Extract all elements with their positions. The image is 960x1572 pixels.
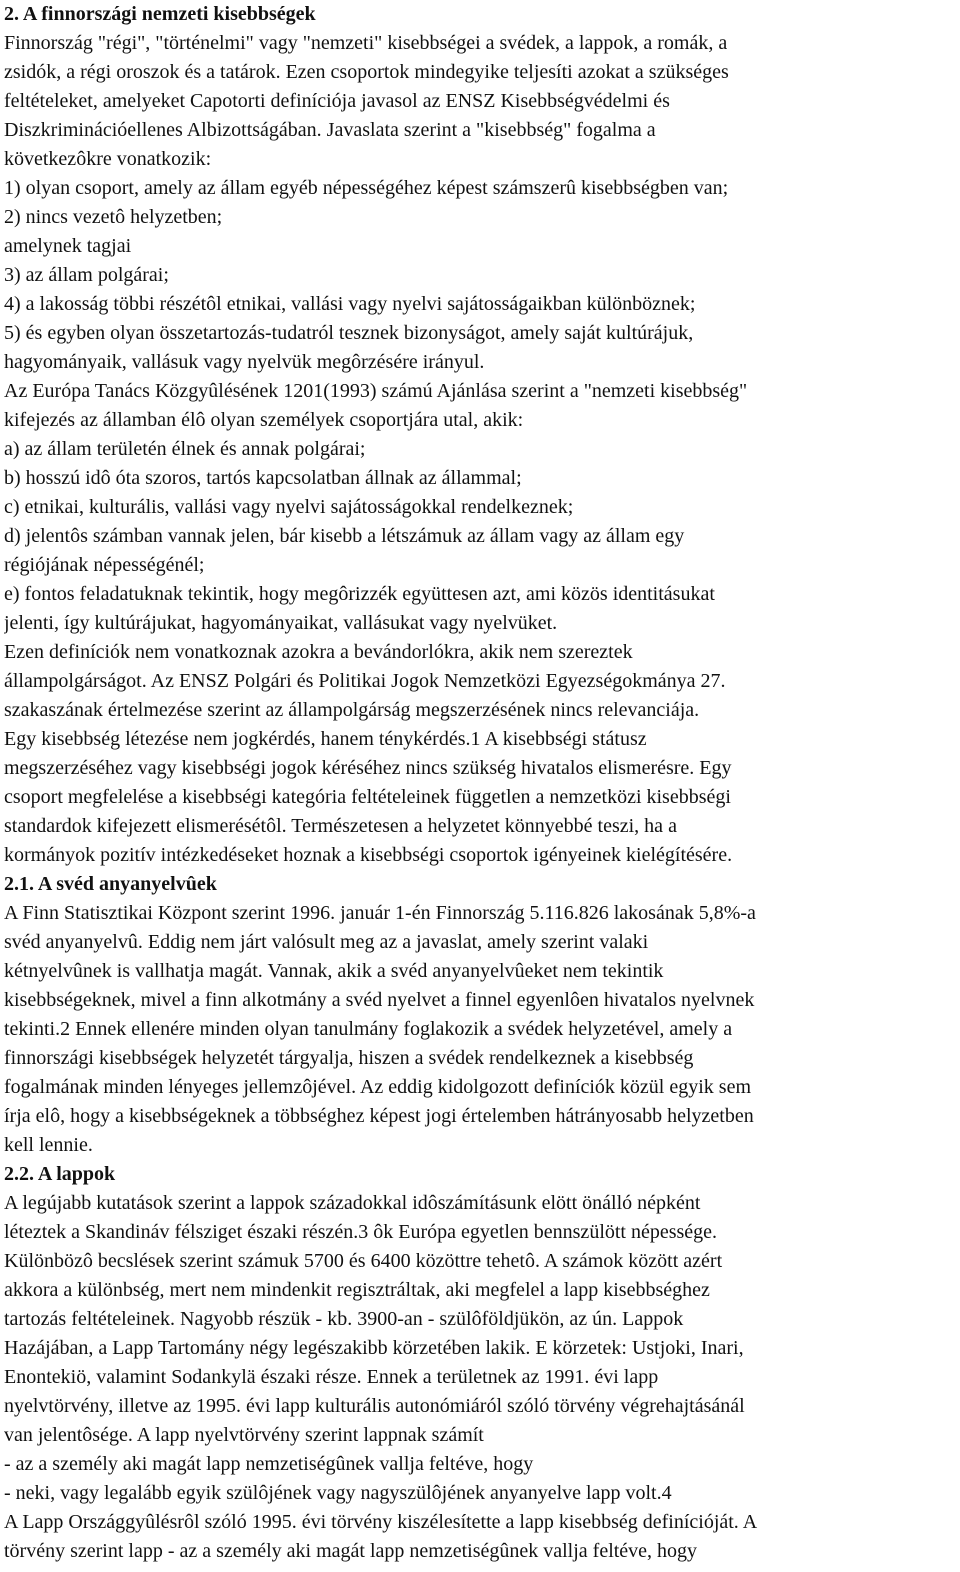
body-line: Az Európa Tanács Közgyûlésének 1201(1993) számú Ajánlása szerint a "nemzeti kisebbség" [4,380,748,402]
list-item: d) jelentôs számban vannak jelen, bár kisebb a létszámuk az állam vagy az állam egy [4,525,685,547]
body-line: akkora a különbség, mert nem mindenkit regisztráltak, aki megfelel a lapp kisebbséghez [4,1279,710,1301]
body-line: Egy kisebbség létezése nem jogkérdés, hanem ténykérdés.1 A kisebbségi státusz [4,728,647,750]
list-item: a) az állam területén élnek és annak polgárai; [4,438,366,460]
list-item: b) hosszú idô óta szoros, tartós kapcsolatban állnak az állammal; [4,467,522,489]
body-line: szakaszának értelmezése szerint az állampolgárság megszerzésének nincs relevanciája. [4,699,700,721]
body-line: tekinti.2 Ennek ellenére minden olyan tanulmány foglakozik a svédek helyzetével, amely a [4,1018,733,1040]
list-item: 1) olyan csoport, amely az állam egyéb népességéhez képest számszerû kisebbségben van; [4,177,729,199]
list-item: 2) nincs vezetô helyzetben; [4,206,223,228]
body-line: nyelvtörvény, illetve az 1995. évi lapp kulturális autonómiáról szóló törvény végrehajtásánál [4,1395,745,1417]
body-line: finnországi kisebbségek helyzetét tárgyalja, hiszen a svédek rendelkeznek a kisebbség [4,1047,694,1069]
body-line: léteztek a Skandináv félsziget északi részén.3 ôk Európa egyetlen bennszülött népessége. [4,1221,718,1243]
body-line: kifejezés az államban élô olyan személyek csoportjára utal, akik: [4,409,524,431]
body-line: A legújabb kutatások szerint a lappok századokkal idôszámításunk elött önálló népként [4,1192,701,1214]
body-line: csoport megfelelése a kisebbségi kategória feltételeinek független a nemzetközi kisebbségi [4,786,731,808]
section-heading: 2. A finnországi nemzeti kisebbségek [4,3,316,25]
list-item: e) fontos feladatuknak tekintik, hogy megôrizzék együttesen azt, ami közös identitásukat [4,583,715,605]
body-line: A Lapp Országgyûlésrôl szóló 1995. évi törvény kiszélesítette a lapp kisebbség definícióját. A [4,1511,758,1533]
body-line: régiójának népességénél; [4,554,205,576]
list-item: c) etnikai, kulturális, vallási vagy nyelvi sajátosságokkal rendelkeznek; [4,496,574,518]
body-line: jelenti, így kultúrájukat, hagyományaikat, vallásukat vagy nyelvüket. [4,612,558,634]
body-line: kormányok pozitív intézkedéseket hoznak a kisebbségi csoportok igényeinek kielégítésére. [4,844,733,866]
subsection-heading: 2.1. A svéd anyanyelvûek [4,873,217,895]
body-line: Diszkriminációellenes Albizottságában. Javaslata szerint a "kisebbség" fogalma a [4,119,656,141]
body-line: amelynek tagjai [4,235,132,257]
body-line: Különbözô becslések szerint számuk 5700 és 6400 közöttre tehetô. A számok között azért [4,1250,723,1272]
body-line: Ezen definíciók nem vonatkoznak azokra a bevándorlókra, akik nem szereztek [4,641,633,663]
list-item: 3) az állam polgárai; [4,264,169,286]
list-item: 5) és egyben olyan összetartozás-tudatról tesznek bizonyságot, amely saját kultúrájuk, [4,322,694,344]
body-line: Enontekiö, valamint Sodankylä északi része. Ennek a területnek az 1991. évi lapp [4,1366,659,1388]
body-line: standardok kifejezett elismerésétôl. Természetesen a helyzetet könnyebbé teszi, ha a [4,815,677,837]
subsection-heading: 2.2. A lappok [4,1163,116,1185]
body-line: tartozás feltételeinek. Nagyobb részük - kb. 3900-an - szülôföldjükön, az ún. Lappok [4,1308,684,1330]
body-line: törvény szerint lapp - az a személy aki magát lapp nemzetiségûnek vallja feltéve, hogy [4,1540,698,1562]
body-line: megszerzéséhez vagy kisebbségi jogok kéréséhez nincs szükség hivatalos elismerésre. Egy [4,757,732,779]
body-line: A Finn Statisztikai Központ szerint 1996. január 1-én Finnország 5.116.826 lakosának 5,8%-a [4,902,756,924]
body-line: írja elô, hogy a kisebbségeknek a többséghez képest jogi értelemben hátrányosabb helyzetben [4,1105,754,1127]
body-line: következôkre vonatkozik: [4,148,212,170]
body-line: kisebbségeknek, mivel a finn alkotmány a svéd nyelvet a finnel egyenlôen hivatalos nyelvnek [4,989,755,1011]
body-line: svéd anyanyelvû. Eddig nem járt valósult meg az a javaslat, amely szerint valaki [4,931,649,953]
list-item: - az a személy aki magát lapp nemzetiségûnek vallja feltéve, hogy [4,1453,534,1475]
body-line: van jelentôsége. A lapp nyelvtörvény szerint lappnak számít [4,1424,484,1446]
list-item: - neki, vagy legalább egyik szülôjének vagy nagyszülôjének anyanyelve lapp volt.4 [4,1482,672,1504]
body-line: feltételeket, amelyeket Capotorti definíciója javasol az ENSZ Kisebbségvédelmi és [4,90,670,112]
body-line: kell lennie. [4,1134,93,1156]
body-line: Hazájában, a Lapp Tartomány négy legészakibb körzetében lakik. E körzetek: Ustjoki, Inari, [4,1337,744,1359]
body-line: Finnország "régi", "történelmi" vagy "nemzeti" kisebbségei a svédek, a lappok, a romák, a [4,32,728,54]
body-line: fogalmának minden lényeges jellemzôjével. Az eddig kidolgozott definíciók közül egyik sem [4,1076,752,1098]
body-line: kétnyelvûnek is vallhatja magát. Vannak, akik a svéd anyanyelvûeket nem tekintik [4,960,664,982]
body-line: állampolgárságot. Az ENSZ Polgári és Politikai Jogok Nemzetközi Egyezségokmánya 27. [4,670,726,692]
list-item: 4) a lakosság többi részétôl etnikai, vallási vagy nyelvi sajátosságaikban különböznek; [4,293,696,315]
body-line: zsidók, a régi oroszok és a tatárok. Ezen csoportok mindegyike teljesíti azokat a szükséges [4,61,729,83]
body-line: hagyományaik, vallásuk vagy nyelvük megôrzésére irányul. [4,351,485,373]
